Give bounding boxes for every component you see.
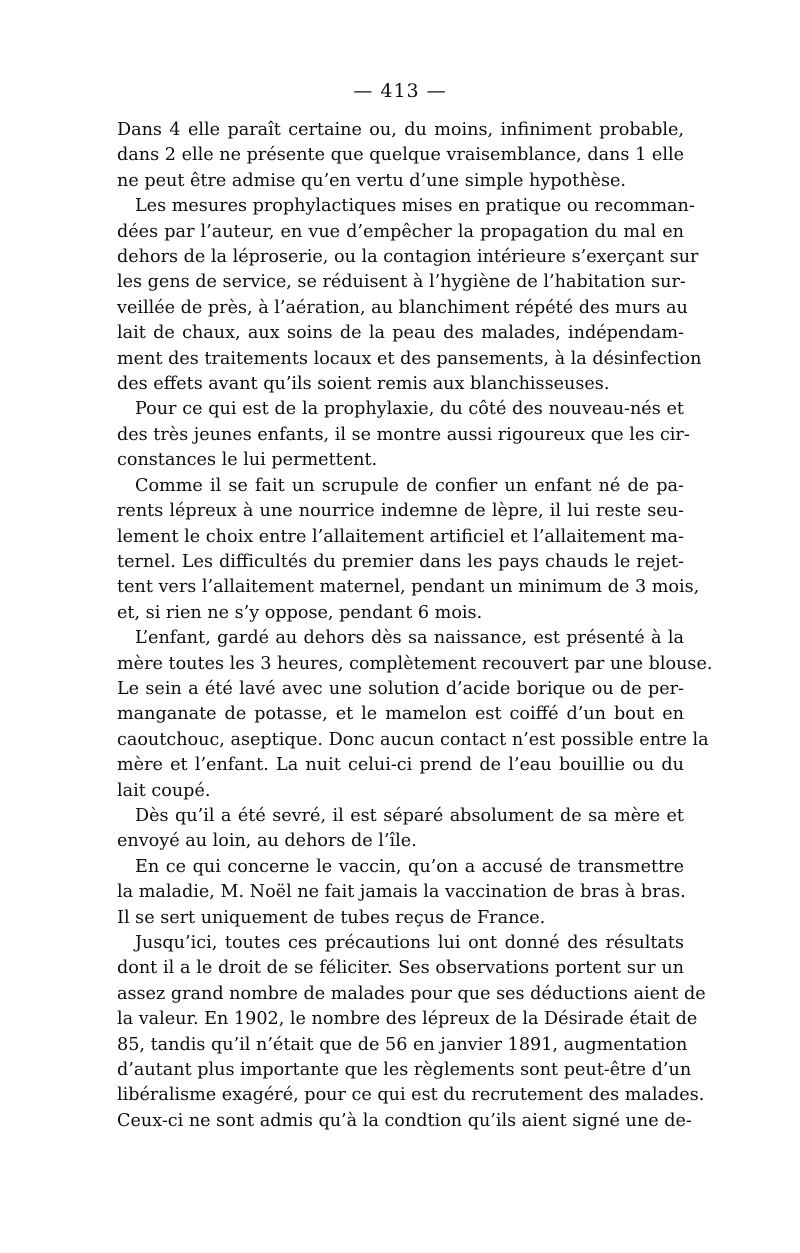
paragraph xyxy=(117,931,706,1134)
text-line: mère toutes les 3 heures, complètement recouvert par une blouse. xyxy=(117,653,713,674)
body-text xyxy=(117,118,713,1134)
text-line: lait de chaux, aux soins de la peau des malades, indépendam- xyxy=(117,323,684,344)
text-line: Jusqu’ici, toutes ces précautions lui ont donné des résultats xyxy=(135,933,684,953)
text-line: la valeur. En 1902, le nombre des lépreux de la Désirade était de xyxy=(117,1009,698,1030)
text-line: envoyé au loin, au dehors de l’île. xyxy=(117,831,417,852)
text-line: assez grand nombre de malades pour que ses déductions aient de xyxy=(117,983,706,1004)
text-line: mère et l’enfant. La nuit celui-ci prend de l’eau bouillie ou du xyxy=(117,755,684,776)
paragraph xyxy=(117,474,700,626)
paragraph xyxy=(117,194,702,397)
text-line: manganate de potasse, et le mamelon est coiffé d’un bout en xyxy=(117,704,684,725)
text-line: Les mesures prophylactiques mises en pratique ou recomman- xyxy=(135,196,695,217)
text-line: les gens de service, se réduisent à l’hygiène de l’habitation sur- xyxy=(117,272,686,293)
page-number: — 413 — xyxy=(353,80,447,102)
text-line: d’autant plus importante que les règlements sont peut-être d’un xyxy=(117,1060,692,1081)
text-line: la maladie, M. Noël ne fait jamais la vaccination de bras à bras. xyxy=(117,882,686,903)
text-line: dont il a le droit de se féliciter. Ses observations portent sur un xyxy=(117,958,684,979)
text-line: et, si rien ne s’y oppose, pendant 6 mois. xyxy=(117,602,483,623)
text-line: constances le lui permettent. xyxy=(117,450,378,471)
text-line: Dès qu’il a été sevré, il est séparé absolument de sa mère et xyxy=(135,805,684,826)
text-line: Dans 4 elle paraît certaine ou, du moins, infiniment probable, xyxy=(117,120,684,140)
text-line: ternel. Les difficultés du premier dans les pays chauds le rejet- xyxy=(117,551,684,572)
text-line: lait coupé. xyxy=(117,780,211,801)
text-line: Pour ce qui est de la prophylaxie, du côté des nouveau-nés et xyxy=(135,399,684,420)
paragraph xyxy=(117,397,690,473)
text-line: Le sein a été lavé avec une solution d’acide borique ou de per- xyxy=(117,678,684,699)
text-line: ne peut être admise qu’en vertu d’une simple hypothèse. xyxy=(117,170,626,191)
text-line: libéralisme exagéré, pour ce qui est du recrutement des malades. xyxy=(117,1085,705,1106)
text-line: Comme il se fait un scrupule de confier un enfant né de pa- xyxy=(135,475,684,496)
text-line: dehors de la léproserie, ou la contagion intérieure s’exerçant sur xyxy=(117,247,699,268)
text-line: lement le choix entre l’allaitement artificiel et l’allaitement ma- xyxy=(117,526,684,547)
text-line: Il se sert uniquement de tubes reçus de France. xyxy=(117,907,546,928)
paragraph xyxy=(117,118,684,194)
text-line: rents lépreux à une nourrice indemne de lèpre, il lui reste seu- xyxy=(117,501,684,522)
paragraph xyxy=(117,855,684,931)
text-line: L’enfant, gardé au dehors dès sa naissance, est présenté à la xyxy=(135,628,684,649)
text-line: Ceux-ci ne sont admis qu’à la condtion qu’ils aient signé une de- xyxy=(117,1110,692,1131)
text-line: ment des traitements locaux et des pansements, à la désinfection xyxy=(117,348,702,369)
text-line: dans 2 elle ne présente que quelque vraisemblance, dans 1 elle xyxy=(117,145,684,166)
text-line: caoutchouc, aseptique. Donc aucun contact n’est possible entre la xyxy=(117,729,709,750)
paragraph xyxy=(117,804,684,855)
paragraph xyxy=(117,626,713,804)
text-line: des effets avant qu’ils soient remis aux blanchisseuses. xyxy=(117,374,610,395)
text-line: En ce qui concerne le vaccin, qu’on a accusé de transmettre xyxy=(135,856,684,877)
text-line: dées par l’auteur, en vue d’empêcher la propagation du mal en xyxy=(117,221,684,242)
text-line: 85, tandis qu’il n’était que de 56 en janvier 1891, augmentation xyxy=(117,1034,688,1055)
text-line: des très jeunes enfants, il se montre aussi rigoureux que les cir- xyxy=(117,424,690,445)
text-line: tent vers l’allaitement maternel, pendant un minimum de 3 mois, xyxy=(117,577,700,598)
text-line: veillée de près, à l’aération, au blanchiment répété des murs au xyxy=(117,297,688,318)
